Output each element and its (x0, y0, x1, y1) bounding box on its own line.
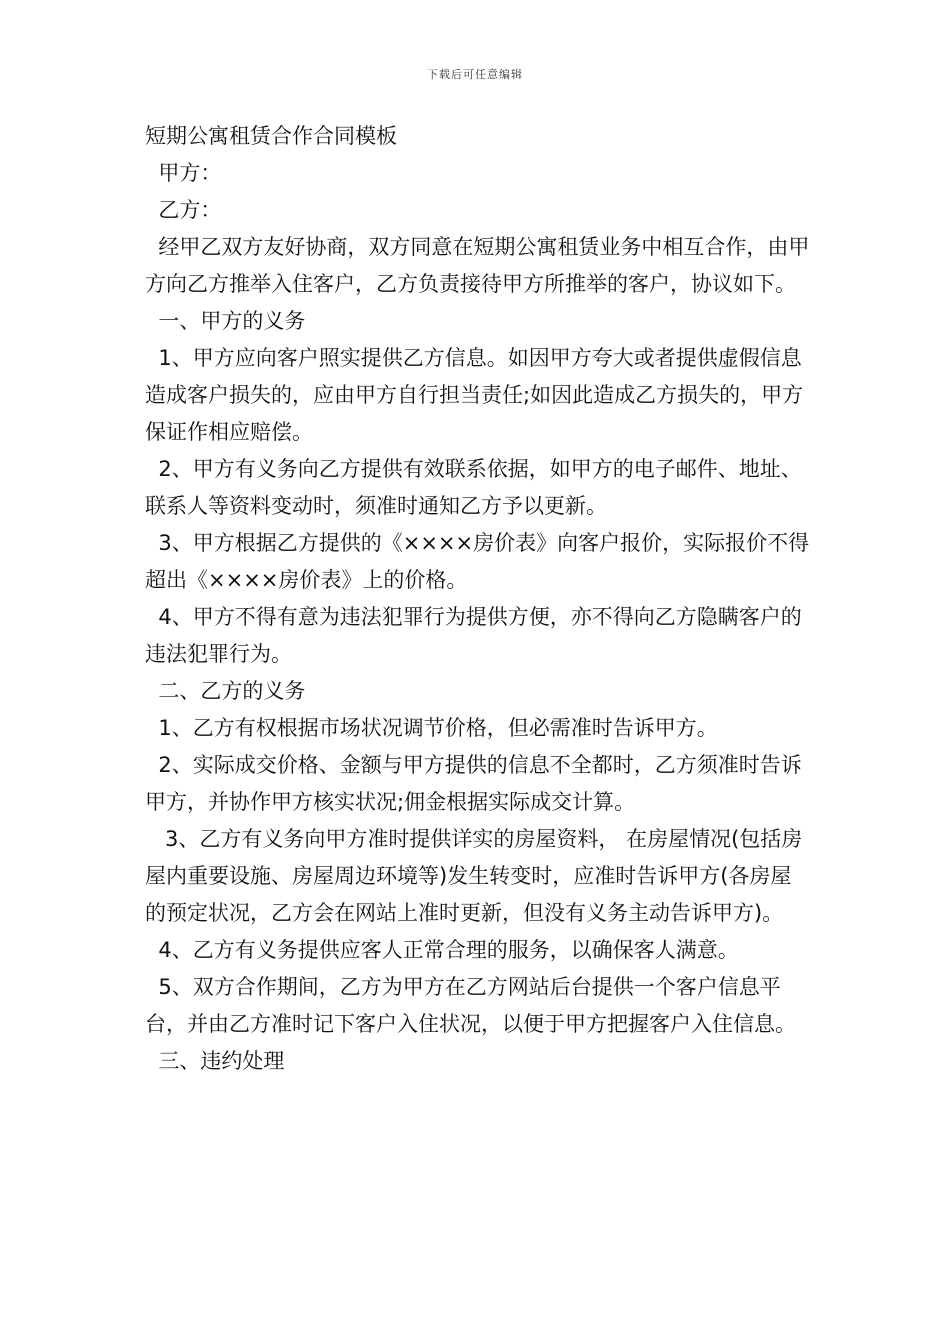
clause-paragraph: 1、甲方应向客户照实提供乙方信息。如因甲方夸大或者提供虚假信息造成客户损失的，应由甲方自行担当责任;如因此造成乙方损失的，甲方保证作相应赔偿。 (145, 346, 804, 444)
clause-paragraph: 5、双方合作期间，乙方为甲方在乙方网站后台提供一个客户信息平台，并由乙方准时记下客户入住状况，以便于甲方把握客户入住信息。 (145, 975, 796, 1036)
clause-paragraph: 4、乙方有义务提供应客人正常合理的服务，以确保客人满意。 (145, 938, 739, 962)
document-body (145, 118, 811, 1080)
clause-paragraph: 2、甲方有义务向乙方提供有效联系依据，如甲方的电子邮件、地址、联系人等资料变动时，须准时通知乙方予以更新。 (145, 457, 802, 518)
section-heading-party-a-duties: 一、甲方的义务 (145, 309, 306, 333)
clause-paragraph: 3、甲方根据乙方提供的《××××房价表》向客户报价，实际报价不得超出《××××房价表》上的价格。 (145, 531, 810, 592)
clause-paragraph: 4、甲方不得有意为违法犯罪行为提供方便，亦不得向乙方隐瞒客户的违法犯罪行为。 (145, 605, 802, 666)
page-header: 下载后可任意编辑 (427, 68, 523, 81)
document-title: 短期公寓租赁合作合同模板 (145, 124, 397, 148)
clause-paragraph: 2、实际成交价格、金额与甲方提供的信息不全都时，乙方须准时告诉甲方，并协作甲方核实状况;佣金根据实际成交计算。 (145, 753, 802, 814)
party-b-line: 乙方： (145, 198, 222, 222)
section-heading-party-b-duties: 二、乙方的义务 (145, 679, 306, 703)
section-heading-breach: 三、违约处理 (145, 1049, 285, 1073)
clause-paragraph: 3、乙方有义务向甲方准时提供详实的房屋资料， 在房屋情况(包括房屋内重要设施、房屋周边环境等)发生转变时，应准时告诉甲方(各房屋的预定状况，乙方会在网站上准时更新，但没有义务主动告诉甲方)。 (145, 827, 803, 925)
intro-paragraph: 经甲乙双方友好协商，双方同意在短期公寓租赁业务中相互合作，由甲方向乙方推举入住客户，乙方负责接待甲方所推举的客户，协议如下。 (145, 235, 810, 296)
party-a-line: 甲方： (145, 161, 222, 185)
clause-paragraph: 1、乙方有权根据市场状况调节价格，但必需准时告诉甲方。 (145, 716, 718, 740)
